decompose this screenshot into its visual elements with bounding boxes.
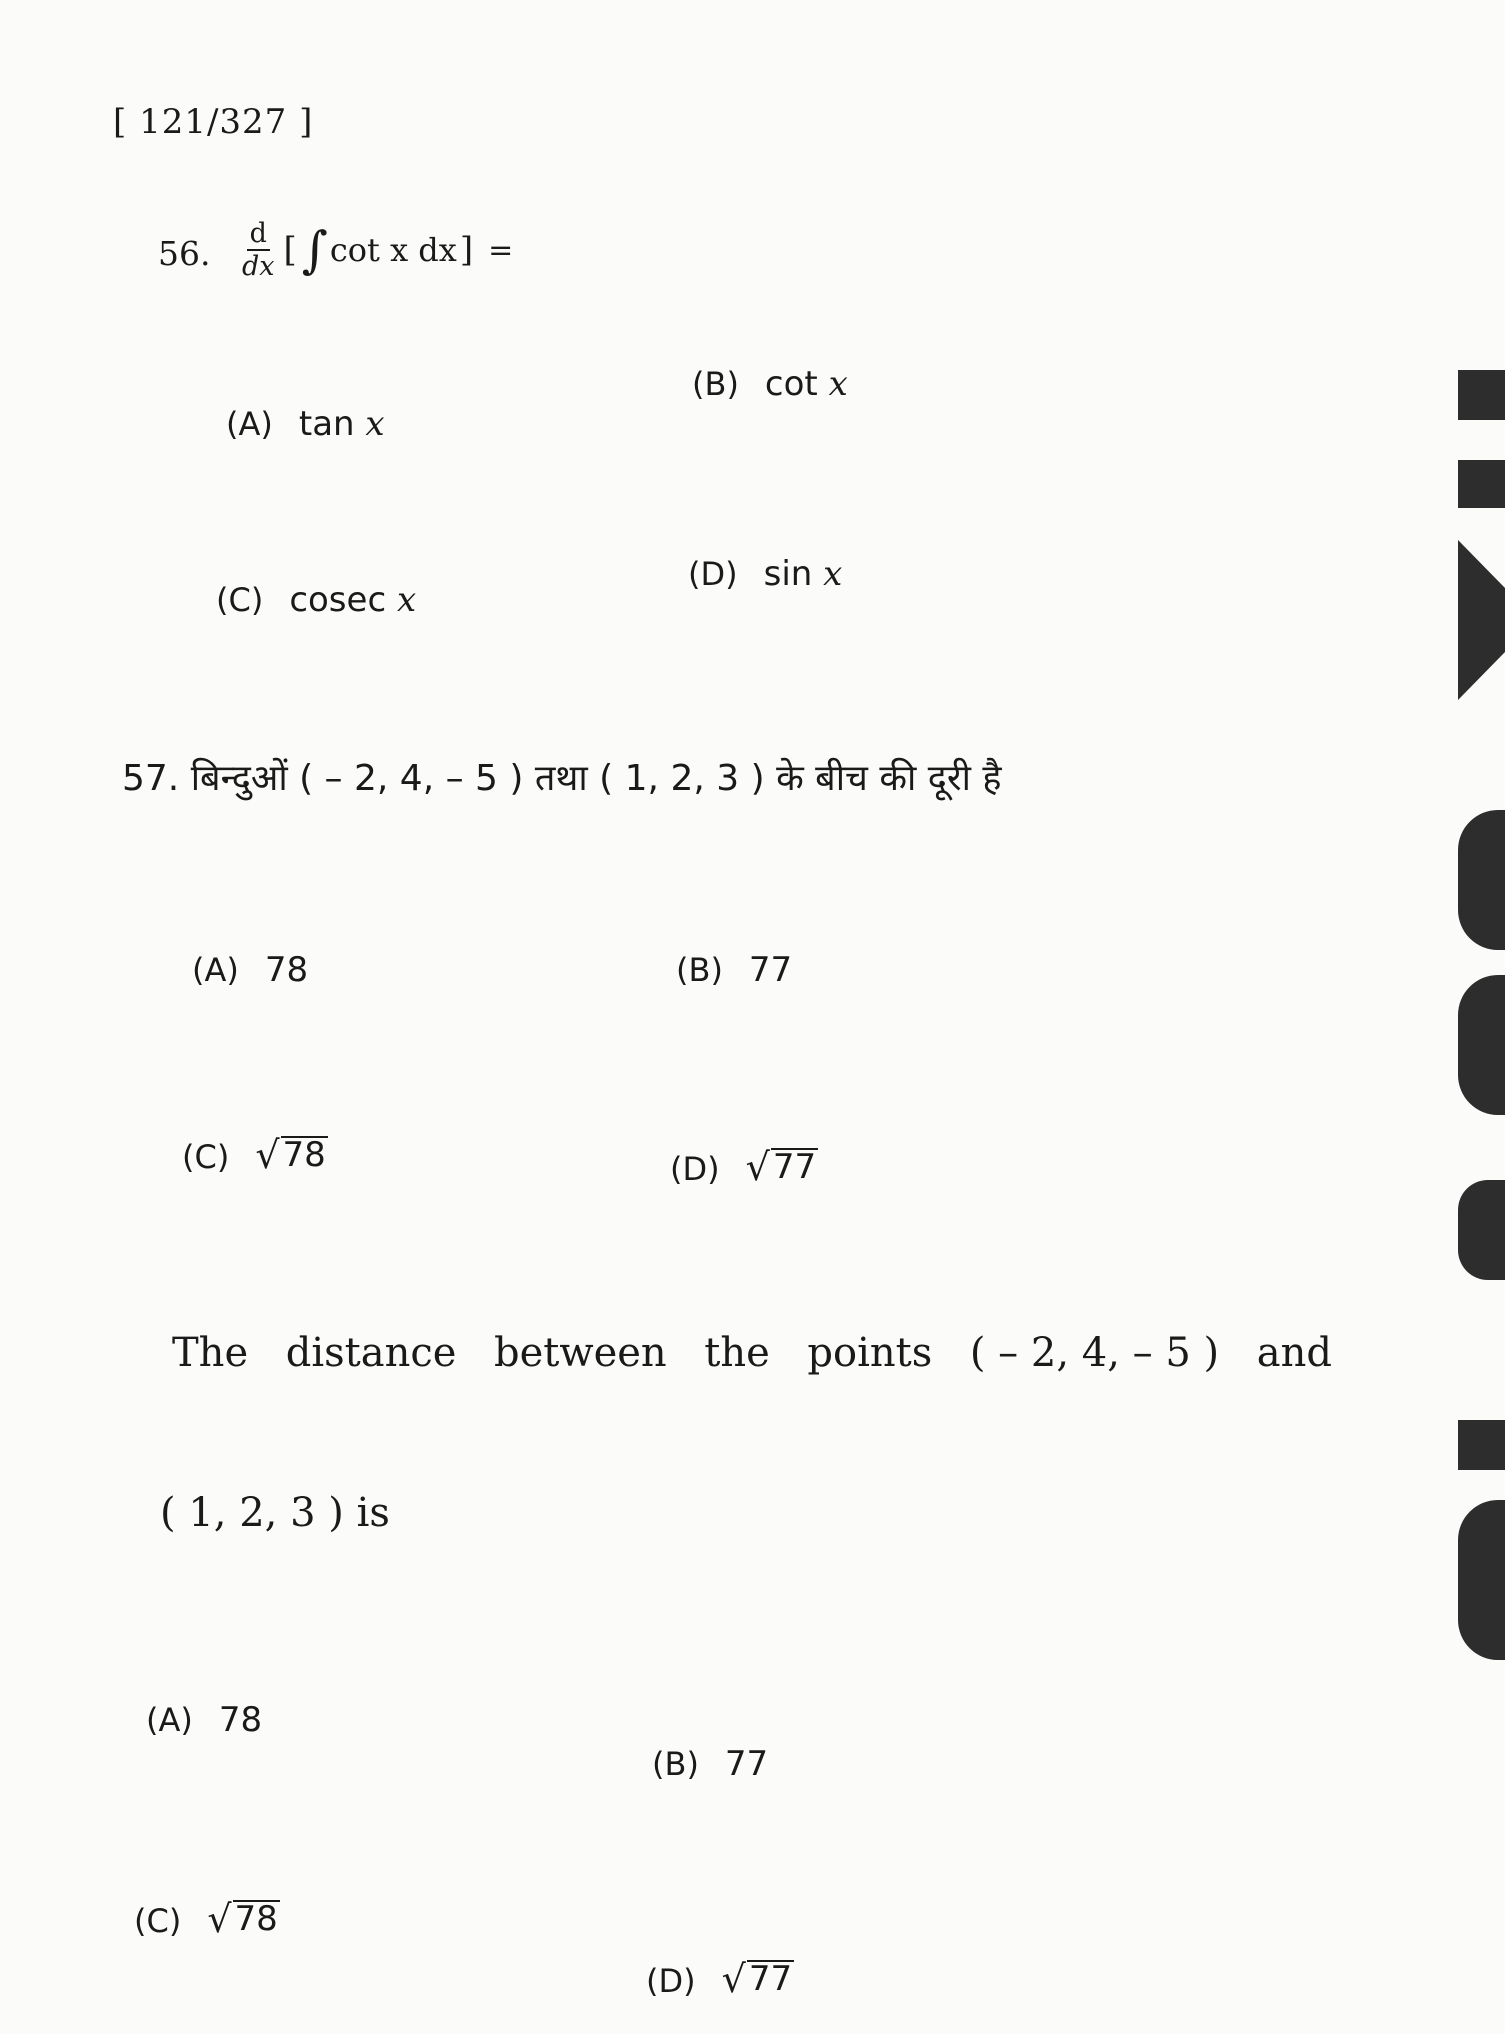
option-value: 78 bbox=[218, 1700, 263, 1740]
edge-mark bbox=[1458, 460, 1505, 508]
question-57-english-line-1 bbox=[172, 1330, 1332, 1376]
q56-option-a bbox=[226, 404, 385, 444]
integral-sign: ∫ bbox=[301, 221, 328, 279]
close-bracket: ] bbox=[459, 230, 474, 270]
edge-mark bbox=[1458, 370, 1505, 420]
option-label: (B) bbox=[692, 365, 739, 403]
option-value: 77 bbox=[748, 950, 793, 990]
square-root bbox=[255, 1133, 327, 1177]
word: the bbox=[704, 1330, 770, 1376]
option-value: cosec x bbox=[289, 580, 417, 620]
question-56-number: 56. bbox=[158, 234, 211, 273]
q56-option-b bbox=[692, 364, 848, 404]
word: distance bbox=[285, 1330, 457, 1376]
option-value: 78 bbox=[234, 1899, 278, 1939]
option-value: sin x bbox=[763, 554, 843, 594]
q57-english-option-b bbox=[652, 1744, 768, 1784]
option-label: (C) bbox=[182, 1138, 230, 1176]
q57-hindi-option-c bbox=[182, 1133, 328, 1177]
q56-option-d bbox=[688, 554, 842, 594]
edge-mark bbox=[1458, 1500, 1505, 1660]
radical-sign: √ bbox=[721, 1957, 746, 2001]
q57-english-option-a bbox=[146, 1700, 262, 1740]
option-value: 77 bbox=[772, 1147, 817, 1187]
derivative-operator bbox=[242, 220, 275, 280]
option-value: 77 bbox=[724, 1744, 769, 1784]
q57-hindi-option-b bbox=[676, 950, 792, 990]
edge-mark bbox=[1458, 975, 1505, 1115]
option-value: 78 bbox=[282, 1135, 326, 1175]
option-label: (B) bbox=[652, 1745, 699, 1783]
derivative-numerator: d bbox=[247, 220, 270, 251]
option-label: (C) bbox=[134, 1902, 182, 1940]
integrand: cot x dx bbox=[329, 231, 457, 269]
word: points bbox=[807, 1330, 933, 1376]
question-57-number: 57. bbox=[122, 758, 180, 799]
edge-mark bbox=[1458, 540, 1505, 700]
derivative-denominator: dx bbox=[242, 251, 275, 282]
radical-sign: √ bbox=[745, 1145, 770, 1189]
edge-mark bbox=[1458, 1420, 1505, 1470]
page-edge-marks bbox=[1458, 0, 1505, 2034]
word: between bbox=[494, 1330, 667, 1376]
q56-option-c bbox=[216, 580, 416, 620]
question-57-hindi-text: बिन्दुओं ( – 2, 4, – 5 ) तथा ( 1, 2, 3 ) के बीच की दूरी है bbox=[190, 758, 1002, 799]
q57-hindi-option-d bbox=[670, 1145, 818, 1189]
q57-english-option-c bbox=[134, 1897, 280, 1941]
question-56-expression bbox=[242, 220, 513, 280]
option-label: (C) bbox=[216, 581, 264, 619]
option-label: (A) bbox=[146, 1701, 193, 1739]
point-coordinates: ( – 2, 4, – 5 ) bbox=[969, 1330, 1220, 1376]
option-label: (A) bbox=[226, 405, 273, 443]
page-reference: [ 121/327 ] bbox=[113, 102, 314, 142]
word: and bbox=[1256, 1330, 1332, 1376]
equals-mark: = bbox=[488, 232, 514, 268]
option-label: (D) bbox=[670, 1150, 720, 1188]
edge-mark bbox=[1458, 810, 1505, 950]
option-label: (D) bbox=[688, 555, 738, 593]
option-label: (D) bbox=[646, 1962, 696, 2000]
open-bracket: [ bbox=[283, 230, 297, 270]
option-value: cot x bbox=[764, 364, 848, 404]
option-value: 78 bbox=[264, 950, 309, 990]
option-value: 77 bbox=[748, 1959, 793, 1999]
word: The bbox=[172, 1330, 249, 1376]
q57-english-option-d bbox=[646, 1957, 794, 2001]
square-root bbox=[207, 1897, 279, 1941]
square-root bbox=[745, 1145, 818, 1189]
radical-sign: √ bbox=[207, 1897, 232, 1941]
question-57-hindi bbox=[122, 752, 1001, 801]
q57-hindi-option-a bbox=[192, 950, 308, 990]
edge-mark bbox=[1458, 1180, 1505, 1280]
question-57-english-line-2: ( 1, 2, 3 ) is bbox=[160, 1490, 390, 1536]
radical-sign: √ bbox=[255, 1133, 280, 1177]
option-value: tan x bbox=[298, 404, 385, 444]
square-root bbox=[721, 1957, 794, 2001]
option-label: (B) bbox=[676, 951, 723, 989]
option-label: (A) bbox=[192, 951, 239, 989]
